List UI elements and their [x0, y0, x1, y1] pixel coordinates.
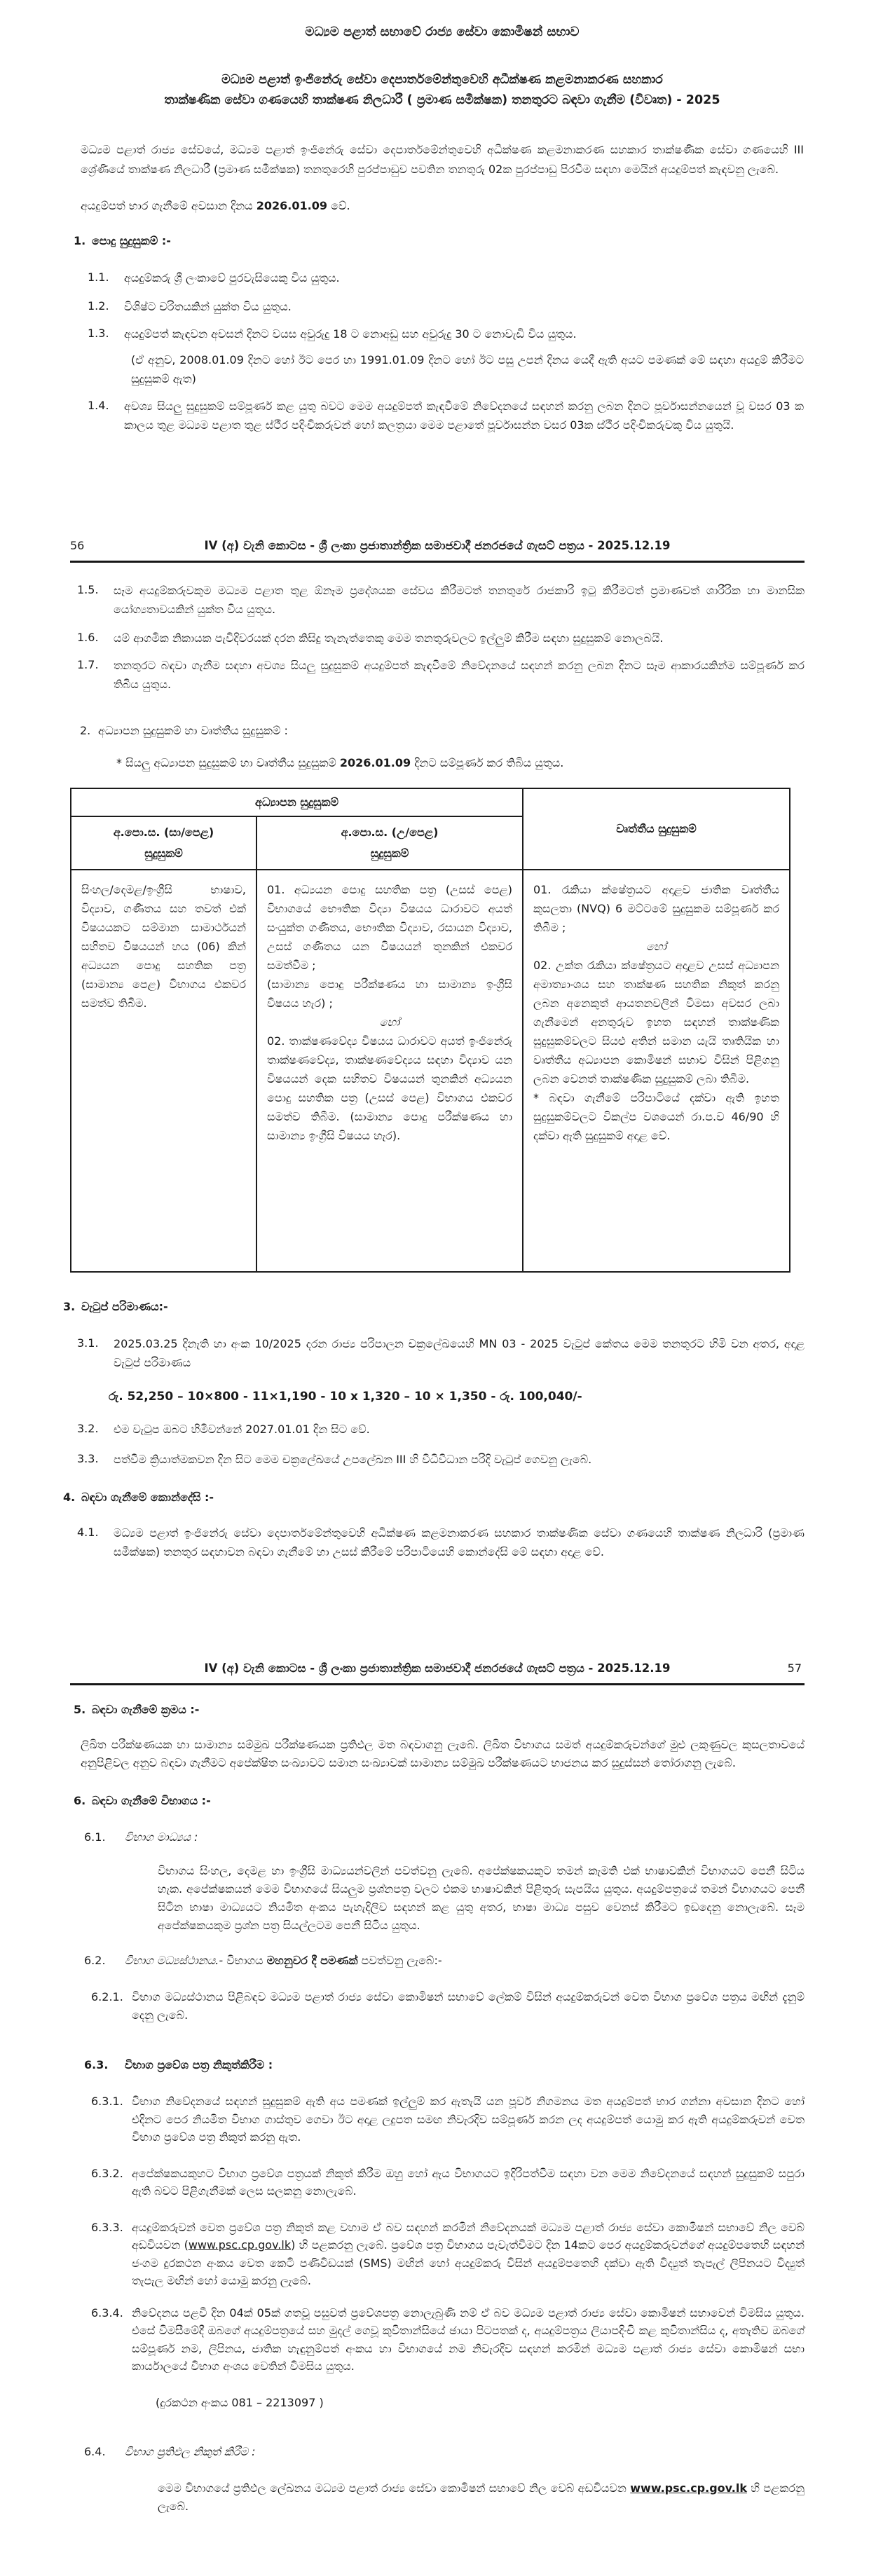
item-1-7-text: තනතුරට බඳවා ගැනීම සඳහා අවශ්‍ය සියලු සුදුසුකම් අයදුම්පත් කැඳවීමේ නිවේදනයේ සඳහන් කරනු ලබන දිනට සෑම ආකාරයකින්ම සම්පූර්ණ කර තිබිය යුතුය. [114, 659, 805, 691]
phone-number-line: (දුරකථන අංකය 081 – 2213097 ) [156, 2395, 324, 2409]
item-6-3-number: 6.3. [84, 2058, 109, 2071]
gazette-header-page-56 [70, 537, 805, 555]
psc-website-link[interactable]: www.psc.cp.gov.lk [188, 2238, 292, 2252]
section-4-title: බඳවා ගැනීමේ කොන්දේසි :- [81, 1491, 214, 1504]
item-6-2-1-text: විභාග මධ්‍යස්ථානය පිළිබඳව මධ්‍යම පළාත් රාජ්‍ය සේවා කොමිෂන් සභාවේ ලේකම් විසින් අයදුම්කරුවන් වෙත විභාග ප්‍රවේශ පත්‍රය මඟින් දැනුම් දෙනු ලැබේ. [132, 1990, 805, 2022]
item-4-1-number: 4.1. [77, 1526, 99, 1539]
closing-date-suffix: වේ. [327, 199, 350, 212]
section-6-title: බඳවා ගැනීමේ විභාගය :- [92, 1794, 211, 1807]
item-6-3-1-text: විභාග නිවේදනයේ සඳහන් සුදුසුකම් ඇති අය පමණක් ඉල්ලුම් කර ඇතැයි යන පූර්ව නිගමනය මත අයදුම්පත් භාර ගන්නා අවසාන දිනට හෝ එදිනට පෙර නියමිත විභාග ගාස්තුව ගෙවා ඊට අදාළ ලදුපත සමඟ නිවැරදිව සම්පූර්ණ කරන ලද අයදුම්පත් යොමු කර ඇති අයදුම්කරුවන් වෙත විභාග ප්‍රවේශ පත්‍ර නිකුත් කරනු ඇත. [132, 2095, 805, 2144]
ol-header-line1: අ.පො.ස. (සා/පෙළ) [113, 825, 214, 839]
item-6-4-post: හි පළකරනු ලැබේ. [158, 2481, 805, 2513]
al-qualifications-cell [256, 870, 523, 1272]
item-1-4-text: අවශ්‍ය සියලු සුදුසුකම් සම්පූර්ණ කළ යුතු බවට මෙම අයදුම්පත් කැඳවීමේ නිවේදනයේ සඳහන් කරනු ලබන දිනට පූර්වාසන්නයෙන් වූ වසර 03 ක කාලය තුළ මධ්‍යම පළාත තුළ ස්ථීර පදිංචිකරුවන් හෝ කලත්‍රයා මෙම පළාතේ පූර්වාසන්න වසර 03ක ස්ථීර පදිංචිකරුවකු විය යුතුයි. [124, 399, 804, 432]
section-5-number: 5. [74, 1703, 86, 1716]
prof-item-02: 02. උක්ත රැකියා ක්ෂේත්‍රයට අදාළව උසස් අධ්‍යාපන අමාත්‍යාංශය සහ තාක්ෂණ සහතික නිකුත් කරනු ලබන අනෙකුත් ආයතනවලින් විමසා අවසර ලබා ගැනීමෙන් අනතුරුව ඉහත සඳහන් තාක්ෂණික සුදුසුකම්වලට සියළු අතින් සමාන යැයි තෘතියික හා වෘත්තීය අධ්‍යාපන කොමිෂන් සභාව විසින් පිළිගනු ලබන වෙනත් තාක්ෂණික සුදුසුකම් ලබා තිබීම. [533, 959, 779, 1085]
gazette-header-rule [70, 561, 805, 563]
item-6-4-label: විභාග ප්‍රතිඵල නිකුත් කිරීම : [125, 2444, 256, 2458]
item-1-1-number: 1.1. [88, 270, 109, 284]
item-3-2 [70, 1420, 805, 1439]
item-1-2 [81, 297, 804, 316]
section-1-heading [74, 232, 804, 250]
gazette-header-page-57 [70, 1659, 805, 1678]
vacancy-subtitle [81, 70, 804, 111]
item-6-3-3-text [132, 2219, 805, 2290]
item-1-4 [81, 397, 804, 434]
item-1-6-text: යම් ආගමික නිකායක පැවිදිවරයක් දරන කිසිදු තැනැත්තෙකු මෙම තනතුරුවලට ඉල්ලුම් කිරීම සඳහා සුදුසුකම් නොලබයි. [114, 631, 664, 645]
page-number-left: 56 [70, 539, 85, 552]
item-3-2-text: එම වැටුප ඔබට හිමිවන්නේ 2027.01.01 දින සිට වේ. [114, 1423, 370, 1436]
section-6-heading [74, 1792, 805, 1810]
item-6-3-1-number: 6.3.1. [91, 2095, 123, 2108]
prof-item-01: 01. රැකියා ක්ෂේත්‍රයට අදාළව ජාතික වෘත්තීය කුසලතා (NVQ) 6 මට්ටමේ සුදුසුකම සම්පූර්ණ කර තිබීම ; [533, 883, 779, 934]
section-1-title: පොදු සුදුසුකම් :- [92, 234, 171, 247]
item-3-3-number: 3.3. [77, 1452, 99, 1465]
item-1-7-number: 1.7. [77, 658, 99, 671]
qualifications-table [70, 788, 790, 1273]
item-1-6-number: 1.6. [77, 631, 99, 644]
item-3-2-number: 3.2. [77, 1422, 99, 1435]
closing-date-value: 2026.01.09 [256, 199, 327, 212]
vacancy-subtitle-line1: මධ්‍යම පළාත් ඉංජිනේරු සේවා දෙපාර්තමේන්තුවෙහි අධීක්ෂණ කළමනාකරණ සහකාර [221, 73, 663, 87]
item-6-3-4 [70, 2304, 805, 2376]
section-5-heading [74, 1701, 805, 1719]
item-6-3-title: විභාග ප්‍රවේශ පත්‍ර නිකුත්කිරීම : [125, 2058, 273, 2071]
item-6-2-label: විභාග මධ්‍යස්ථානය.- [125, 1954, 224, 1967]
ol-qualifications-cell [71, 870, 256, 1272]
item-1-3-number: 1.3. [88, 327, 109, 340]
section-5-body: ලිඛිත පරීක්ෂණයක හා සාමාන්‍ය සම්මුඛ පරීක්ෂණයක ප්‍රතිඵල මත බඳවාගනු ලැබේ. ලිඛිත විභාගය සමත් අයදුම්කරුවන්ගේ මුළු ලකුණුවල කුසලතාවයේ අනුපිළිවල අනුව බඳවා ගැනීමට අපේක්ෂිත සංඛ්‍යාවට සමාන සංඛ්‍යාවක් සාමාන්‍ය සම්මුඛ පරීක්ෂණයට භාජනය කර සුදුස්සන් තෝරාගනු ලැබේ. [81, 1738, 805, 1769]
section-2-note [116, 754, 805, 772]
section-2-heading [80, 722, 805, 740]
item-1-6 [70, 629, 805, 648]
item-6-3-heading [70, 2056, 805, 2074]
item-3-3-text: පත්වීම ක්‍රියාත්මකවන දින සිට මෙම චක්‍රලේඛයේ උපලේඛන III හි විධිවිධාන පරිදි වැටුප් ගෙවනු ලැබේ. [114, 1453, 592, 1466]
professional-qualifications-header: වෘත්තීය සුදුසුකම් [523, 788, 790, 870]
page1-intro-section [74, 20, 804, 434]
item-6-4 [70, 2443, 805, 2461]
item-3-3 [70, 1450, 805, 1469]
item-1-3-text: අයදුම්පත් කැඳවන අවසන් දිනට වයස අවුරුදු 18 ට නොඅඩු සහ අවුරුදු 30 ට නොවැඩි විය යුතුය. [124, 327, 577, 341]
item-6-3-2-number: 6.3.2. [91, 2166, 123, 2180]
section-2-note-date: 2026.01.09 [339, 756, 411, 769]
item-6-1-number: 6.1. [84, 1830, 106, 1844]
item-1-5-number: 1.5. [77, 583, 99, 596]
intro-paragraph: මධ්‍යම පළාත් රාජ්‍ය සේවයේ, මධ්‍යම පළාත් ඉංජිනේරු සේවා දෙපාර්තමේන්තුවෙහි අධීක්ෂණ කළමනාකරණ සහකාර තාක්ෂණික සේවා ගණයෙහි III ශ්‍රේණියේ තාක්ෂණ නිලධාරී (ප්‍රමාණ සමීක්ෂක) තනතුරෙහි පුරප්පාඩුව පවතින තනතුරු 02ක පුරප්පාඩු පිරවීම සඳහා මෙයින් අයදුම්පත් කැඳවනු ලැබේ. [81, 143, 804, 176]
prof-alternative-note: * බඳවා ගැනීමේ පරිපාටියේ දක්වා ඇති ඉහත සුදුසුකම්වලට විකල්ප වශයෙන් රා.ප.ව 46/90 හි දක්වා ඇති සුදුසුකම් අදාළ වේ. [533, 1091, 779, 1142]
table-body-row [71, 870, 790, 1272]
item-6-2-1-number: 6.2.1. [91, 1990, 123, 2003]
vacancy-subtitle-line2: තාක්ෂණික සේවා ගණයෙහි තාක්ෂණ නිලධාරී ( ප්‍රමාණ සමීක්ෂක) තනතුරට බඳවා ගැනීම (විවෘත) - 2025 [164, 93, 720, 107]
item-1-1 [81, 268, 804, 287]
section-2-title: අධ්‍යාපන සුදුසුකම් හා වෘත්තීය සුදුසුකම් : [98, 724, 288, 737]
item-4-1-text: මධ්‍යම පළාත් ඉංජිනේරු සේවා දෙපාර්තමේන්තුවෙහි අධීක්ෂණ කළමනාකරණ සහකාර තාක්ෂණික සේවා ගණයෙහි තාක්ෂණ නිලධාරි (ප්‍රමාණ සමීක්ෂක) තනතුර සඳහාවන බඳවා ගැනීමේ හා උසස් කිරීමේ පරිපාටියෙහි කොන්දේසි මේ සඳහා අදාළ වේ. [114, 1526, 805, 1558]
al-or-label: හෝ [379, 1015, 400, 1029]
table-header-row-1 [71, 788, 790, 816]
ol-qualifications-header [71, 816, 256, 870]
section-4-number: 4. [63, 1491, 76, 1504]
section-4-heading [63, 1488, 805, 1507]
item-1-1-text: අයදුම්කරු ශ්‍රී ලංකාවේ පුරවැසියෙකු විය යුතුය. [124, 271, 340, 285]
page-number-right: 57 [787, 1662, 802, 1675]
item-3-1-text: 2025.03.25 දිනැති හා අංක 10/2025 දරන රාජ්‍ය පරිපාලන චක්‍රලේඛයෙහි MN 03 - 2025 වැටුප් කේතය මෙම තනතුරට හිමි වන අතර, අදාළ වැටුප් පරිමාණය [114, 1337, 805, 1369]
item-6-3-3-pre: අයදුම්කරුවන් වෙත ප්‍රවේශ පත්‍ර නිකුත් කළ වහාම ඒ බව සඳහන් කරමින් නිවේදනයක් මධ්‍යම පළාත් රාජ්‍ය සේවා කොමිෂන් සභාවේ නිල වෙබ් අඩවියවන ( [132, 2220, 805, 2252]
item-3-1-number: 3.1. [77, 1336, 99, 1350]
al-header-line2: සුදුසුකම් [370, 847, 409, 860]
item-6-3-3 [70, 2219, 805, 2290]
al-qualifications-header [256, 816, 523, 870]
section-6-number: 6. [74, 1794, 86, 1807]
item-1-5-text: සෑම අයදුම්කරුවකුම මධ්‍යම පළාත තුළ ඕනෑම ප්‍රදේශයක සේවය කිරීමටත් තනතුරේ රාජකාරි ඉටු කිරීමටත් ප්‍රමාණවත් ශාරීරික හා මානසික යෝග්‍යතාවයකින් යුක්ත විය යුතුය. [114, 584, 805, 616]
item-1-3 [81, 324, 804, 343]
item-6-3-4-text: නිවේදනය පළවී දින 04ක් 05ක් ගතවූ පසුවත් ප්‍රවේශපත්‍ර නොලැබුණි නම් ඒ බව මධ්‍යම පළාත් රාජ්‍ය සේවා කොමිෂන් සභාවෙන් විමසිය යුතුය. එසේ විමසීමේදී ඔබගේ අයදුම්පත්‍රයේ සහ මුදල් ගෙවූ කුවිතාන්සියේ ඡායා පිටපතක් ද, අයදුම්පත්‍රය ලියාපදිංචි කළ කුවිතාන්සිය ද, අතැතිව ඔබගේ සම්පූර්ණ නම, ලිපිනය, ජාතික හැඳුනුම්පත් අංකය හා විභාගයේ නම නිවැරදිව සඳහන් කරමින් මධ්‍යම පළාත් රාජ්‍ය සේවා කොමිෂන් සභා කාර්යාලයේ විභාග අංශය වෙතින් විමසිය යුතුය. [132, 2306, 805, 2373]
item-6-4-number: 6.4. [84, 2444, 106, 2458]
item-6-4-body [158, 2479, 805, 2516]
item-6-2-mid: විභාගය [223, 1954, 267, 1967]
page1-gazette-section [63, 533, 805, 1561]
item-6-3-4-number: 6.3.4. [91, 2306, 123, 2320]
item-1-3-note: (ඒ අනුව, 2008.01.09 දිනට හෝ ඊට පෙර හා 1991.01.09 දිනට හෝ ඊට පසු උපන් දිනය යෙදී ඇති අයට පමණක් මේ සඳහා අයදුම් කිරීමට සුදුසුකම් ඇත) [131, 353, 804, 385]
item-6-1-label: විභාග මාධ්‍යය : [125, 1830, 198, 1844]
item-6-3-3-post: ) හි පළකරනු ලැබේ. ප්‍රවේශ පත්‍ර විභාගය පැවැත්වීමට දින 14කට පෙර අයදුම්කරුවන්ගේ අයදුම්පතෙහි සඳහන් ජංගම දුරකථන අංකය වෙත කෙටි පණිවිඩයක් (SMS) මඟින් හෝ අයදුම්කරු විසින් අයදුම්පතෙහි දක්වා ඇති විද්‍යුත් තැපැල් ලිපිනයට විද්‍යුත් තැපැල මඟින් හෝ යොමු කරනු ලැබේ. [132, 2238, 805, 2287]
section-3-number: 3. [63, 1300, 76, 1313]
item-1-4-number: 1.4. [88, 399, 109, 412]
item-6-3-2 [70, 2165, 805, 2200]
item-6-2-text [125, 1952, 805, 1970]
salary-scale-line: රු. 52,250 – 10×800 - 11×1,190 - 10 x 1,320 – 10 × 1,350 - රු. 100,040/- [109, 1390, 582, 1404]
closing-date-line [81, 197, 804, 215]
section-1-number: 1. [74, 234, 86, 247]
item-6-2-bold-part: මහනුවර දී පමණක් [266, 1954, 358, 1967]
item-6-2-number: 6.2. [84, 1954, 106, 1967]
gazette-header-title-page2: IV (අ) වැනි කොටස - ශ්‍රී ලංකා ප්‍රජාතාන්ත්‍රික සමාජවාදී ජනරජයේ ගැසට් පත්‍රය - 2025.12.19 [204, 1662, 671, 1675]
item-6-3-2-text: අපේක්ෂකයකුහට විභාග ප්‍රවේශ පත්‍රයක් නිකුත් කිරීම ඔහු හෝ ඇය විභාගයට ඉදිරිපත්වීම සඳහා වන මෙම නිවේදනයේ සඳහන් සුදුසුකම් සපුරා ඇති බවට පිළිගැනීමක් ලෙස සලකනු නොලැබේ. [132, 2166, 805, 2198]
item-1-2-text: විශිෂ්ට චරිතයකින් යුක්ත විය යුතුය. [124, 300, 292, 313]
closing-date-prefix: අයදුම්පත් භාර ගැනීමේ අවසාන දිනය [81, 199, 256, 212]
item-6-1 [70, 1828, 805, 1847]
al-header-line1: අ.පො.ස. (උ/පෙළ) [341, 825, 439, 839]
item-6-2 [70, 1952, 805, 1970]
ol-qualification-text: සිංහල/දෙමළ/ඉංග්‍රීසි භාෂාව, විද්‍යාව, ගණිතය සහ තවත් එක් විෂයයකට සම්මාන සාමාර්ථයන් සහිතව විෂයයන් හය (06) කින් අධ්‍යයන පොදු සහතික පත්‍ර (සාමාන්‍ය පෙළ) විභාගය එකවර සමත්ව තිබීම. [81, 883, 246, 1010]
gazette-header-title: IV (අ) වැනි කොටස - ශ්‍රී ලංකා ප්‍රජාතාන්ත්‍රික සමාජවාදී ජනරජයේ ගැසට් පත්‍රය - 2025.12.19 [204, 539, 671, 552]
item-6-3-1 [70, 2092, 805, 2146]
item-3-1 [70, 1334, 805, 1372]
prof-or-label: හෝ [646, 940, 666, 953]
section-2-note-prefix: * සියලු අධ්‍යාපන සුදුසුකම් හා වෘත්තීය සුදුසුකම් [116, 756, 340, 769]
section-2-note-suffix: දිනට සම්පූර්ණ කර තිබිය යුතුය. [411, 756, 564, 769]
item-6-2-1 [70, 1988, 805, 2024]
item-1-7 [70, 656, 805, 694]
item-1-2-number: 1.2. [88, 299, 109, 313]
section-5-title: බඳවා ගැනීමේ ක්‍රමය :- [92, 1703, 200, 1716]
prof-qualifications-cell [523, 870, 790, 1272]
section-3-title: වැටුප් පරිමාණය:- [81, 1300, 168, 1313]
ol-header-line2: සුදුසුකම් [144, 847, 183, 860]
psc-website-link-results[interactable]: www.psc.cp.gov.lk [630, 2481, 747, 2495]
item-6-1-body: විභාගය සිංහල, දෙමළ හා ඉංග්‍රීසි මාධ්‍යයන්වලින් පවත්වනු ලැබේ. අපේක්ෂකයකුට තමන් කැමති එක් භාෂාවකින් විභාගයට පෙනී සිටිය හැක. අපේක්ෂකයන් මෙම විභාගයේ සියලුම ප්‍රශ්නපත්‍ර වලට එකම භාෂාවකින් පිළිතුරු සැපයිය යුතුය. අයදුම්පත්‍රයේ තමන් විභාගයට පෙනී සිටින භාෂා මාධ්‍යයට නියමිත අංකය පැහැදිලිව සඳහන් කළ යුතු අතර, භාෂා මාධ්‍ය පසුව වෙනස් කිරීමට ඉඩදෙනු නොලැබේ. සෑම අපේක්ෂකයකුම ප්‍රශ්න පත්‍ර සියල්ලටම පෙනී සිටිය යුතුය. [158, 1864, 805, 1932]
item-4-1 [70, 1523, 805, 1561]
al-item-02: 02. තාක්ෂණවේද්‍ය විෂයය ධාරාවට අයත් ඉංජිනේරු තාක්ෂණවේද්‍ය, තාක්ෂණවේද්‍යය සඳහා විද්‍යාව යන විෂයයන් දෙක සහිතව විෂයයන් තුනකින් අධ්‍යයන පොදු සහතික පත්‍ර (උසස් පෙළ) විභාගය එකවර සමත්ව තිබීම. (සාමාන්‍ය පොදු පරීක්ෂණය හා සාමාන්‍ය ඉංග්‍රීසි විෂයය හැර). [267, 1034, 512, 1142]
al-item-01: 01. අධ්‍යයන පොදු සහතික පත්‍ර (උසස් පෙළ) විභාගයේ භෞතික විද්‍යා විෂයය ධාරාවට අයත් සංයුක්ත ගණිතය, භෞතික විද්‍යාව, රසායන විද්‍යාව, උසස් ගණිතය යන විෂයයන් තුනකින් එකවර සමත්වීම ; [267, 883, 512, 972]
page-title: මධ්‍යම පළාත් සභාවේ රාජ්‍ය සේවා කොමිෂන් සභාව [305, 25, 580, 39]
gazette-header-rule-page2 [70, 1683, 805, 1685]
page2-section [70, 1655, 805, 2516]
item-1-5 [70, 581, 805, 619]
education-qualifications-header: අධ්‍යාපන සුදුසුකම් [71, 788, 523, 816]
item-6-2-tail: පවත්වනු ලැබේ:- [357, 1954, 442, 1967]
item-6-4-pre: මෙම විභාගයේ ප්‍රතිඵල ලේඛනය මධ්‍යම පළාත් රාජ්‍ය සේවා කොමිෂන් සභාවේ නිල වෙබ් අඩවියවන [158, 2481, 631, 2495]
section-2-number: 2. [80, 724, 91, 737]
item-6-3-3-number: 6.3.3. [91, 2220, 123, 2234]
section-3-heading [63, 1298, 805, 1316]
al-item-01-note: (සාමාන්‍ය පොදු පරීක්ෂණය හා සාමාන්‍ය ඉංග්‍රීසි විෂයය හැර) ; [267, 978, 512, 1010]
